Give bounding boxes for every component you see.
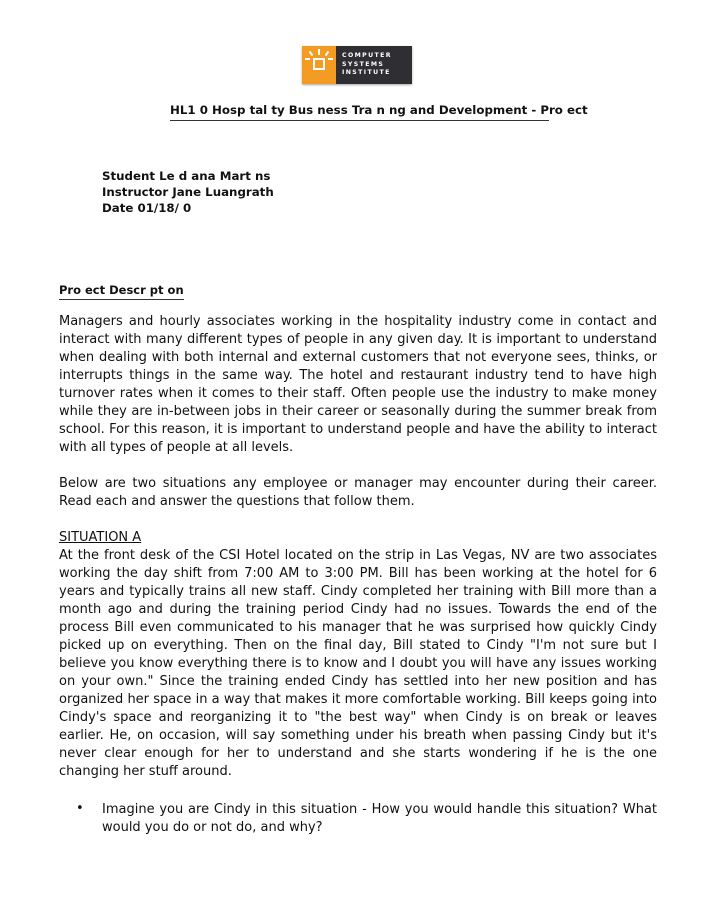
situation-a-question: Imagine you are Cindy in this situation - How you would handle this situation? What would you do or not do, and why? — [102, 802, 657, 835]
institute-logo — [302, 46, 412, 84]
situation-a-heading: SITUATION A — [59, 530, 142, 545]
student-info-block — [102, 168, 274, 216]
logo-wordmark — [336, 46, 412, 84]
instructions-paragraph: Below are two situations any employee or manager may encounter during their career. Read each and answer the questions that follow them. — [59, 476, 657, 509]
document-title: HL1 0 Hosp tal ty Bus ness Tra n ng and Development - Pro ect — [170, 103, 549, 121]
logo-line-3: INSTITUTE — [342, 69, 391, 77]
project-description-heading: Pro ect Descr pt on — [59, 283, 184, 300]
logo-emblem-icon — [302, 46, 336, 84]
logo-line-2: SYSTEMS — [342, 60, 385, 68]
bullet-icon: • — [76, 801, 84, 816]
intro-paragraph: Managers and hourly associates working in the hospitality industry come in contact and interact with many different types of people in any given day. It is important to understand when dealing with both internal and external customers that not everyone sees, thinks, or interrupts things in the same way. The hotel and restaurant industry tend to have high turnover rates when it comes to their staff. Often people use the industry to make money while they are in-between jobs in their career or seasonally during the summer break from school. For this reason, it is important to understand people and have the ability to interact with all types of people at all levels. — [59, 314, 657, 455]
logo-line-1: COMPUTER — [342, 52, 392, 60]
situation-a-paragraph: At the front desk of the CSI Hotel located on the strip in Las Vegas, NV are two associates working the day shift from 7:00 AM to 3:00 PM. Bill has been working at the hotel for 6 years and typically trains all new staff. Cindy completed her training with Bill more than a month ago and during the training period Cindy had no issues. Towards the end of the process Bill even communicated to his manager that he was surprised how quickly Cindy picked up on everything. Then on the final day, Bill stated to Cindy "I'm not sure but I believe you know everything there is to know and I doubt you will have any issues working on your own." Since the training ended Cindy has settled into her new position and has organized her space in a way that makes it more comfortable working. Bill keeps going into Cindy's space and reorganizing it to "the best way" when Cindy is on break or leaves earlier. He, on occasion, will say something under his breath when passing Cindy but it's never clear enough for her to understand and she starts wondering if he is the one changing her stuff around. — [59, 548, 657, 779]
student-line: Student Le d ana Mart ns — [102, 169, 271, 183]
instructor-line: Instructor Jane Luangrath — [102, 185, 274, 199]
date-line: Date 01/18/ 0 — [102, 201, 192, 215]
